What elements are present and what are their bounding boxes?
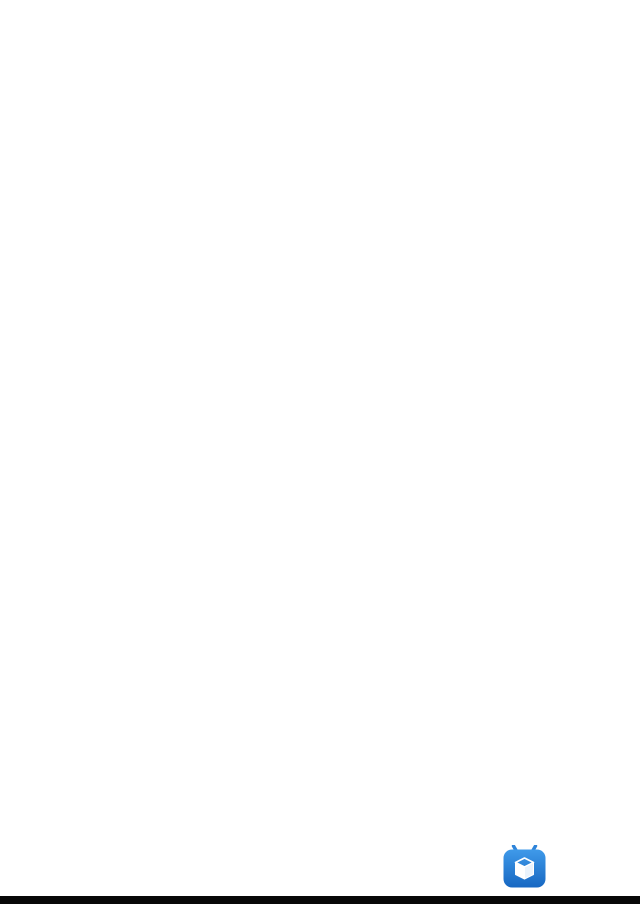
app-cube-icon-svg — [503, 845, 546, 888]
item-11 — [68, 678, 576, 705]
notes-section-bottom — [68, 678, 576, 705]
site-watermark — [503, 845, 557, 888]
melting-solidification-figure — [95, 372, 455, 614]
bottom-black-bar — [0, 896, 640, 904]
app-cube-icon — [503, 845, 546, 888]
